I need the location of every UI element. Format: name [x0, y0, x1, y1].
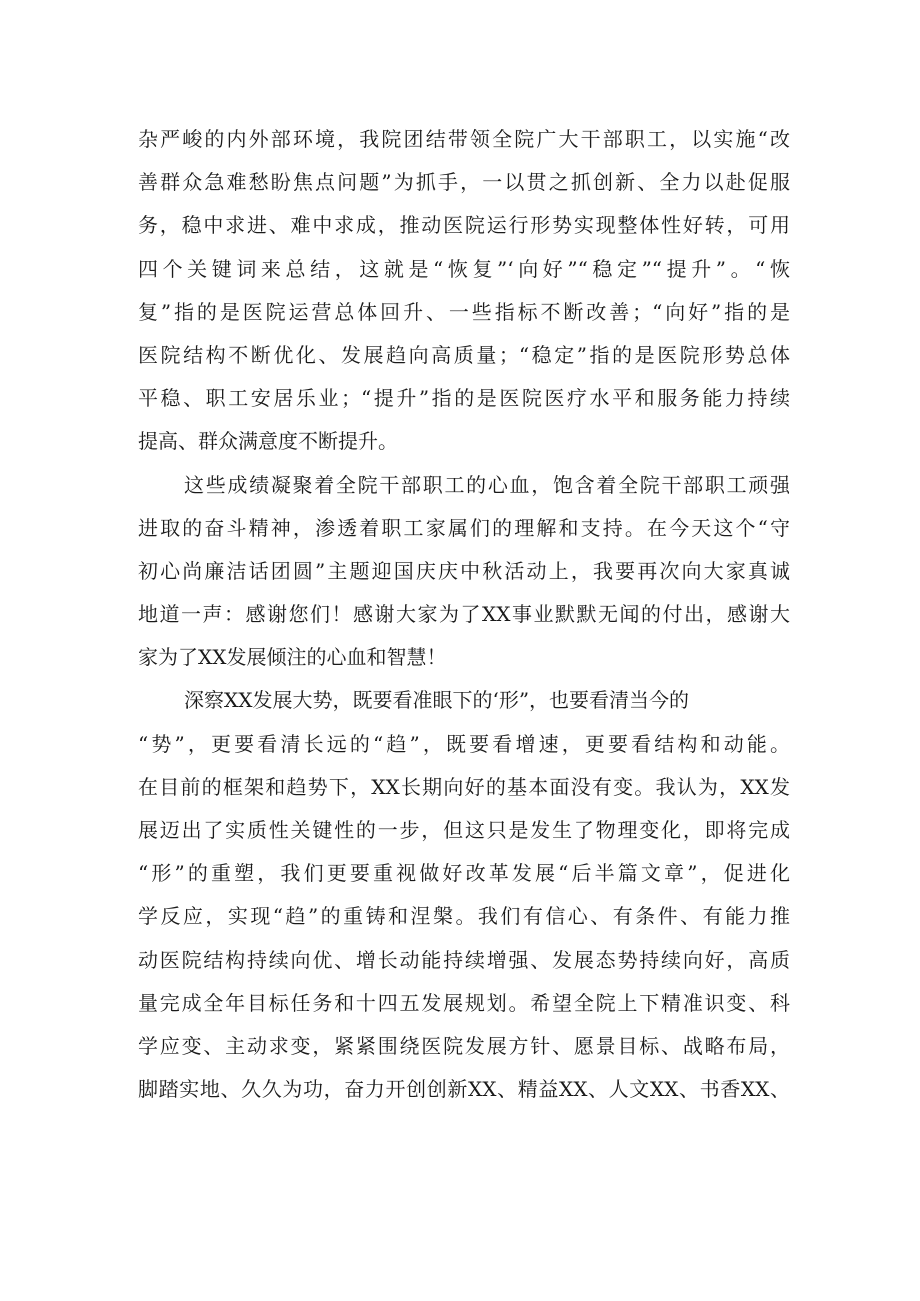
paragraph-line: “势”，更要看清长远的“趋”，既要看增速，更要看结构和动能。 [138, 731, 790, 756]
paragraph-line: “形”的重塑，我们更要重视做好改革发展“后半篇文章”，促进化 [138, 861, 790, 886]
paragraph-line: 杂严峻的内外部环境，我院团结带领全院广大干部职工，以实施“改 [138, 127, 790, 151]
paragraph-line: 复”指的是医院运营总体回升、一些指标不断改善；“向好”指的是 [138, 299, 790, 324]
paragraph-3 [138, 679, 790, 1111]
paragraph-line: 善群众急难愁盼焦点问题”为抓手，一以贯之抓创新、全力以赴促服 [138, 170, 790, 195]
paragraph-line: 深察XX发展大势，既要看准眼下的‘形”，也要看清当今的 [184, 688, 690, 713]
paragraph-1 [138, 118, 790, 464]
paragraph-line: 平稳、职工安居乐业；“提升”指的是医院医疗水平和服务能力持续 [138, 386, 790, 411]
paragraph-line: 进取的奋斗精神，渗透着职工家属们的理解和支持。在今天这个“守 [138, 515, 790, 540]
paragraph-line: 在目前的框架和趋势下，XX长期向好的基本面没有变。我认为，XX发 [138, 774, 790, 799]
paragraph-line: 这些成绩凝聚着全院干部职工的心血，饱含着全院干部职工顽强 [184, 472, 790, 497]
paragraph-line: 脚踏实地、久久为功，奋力开创创新XX、精益XX、人文XX、书香XX、 [138, 1077, 790, 1102]
paragraph-line: 量完成全年目标任务和十四五发展规划。希望全院上下精准识变、科 [138, 990, 790, 1015]
paragraph-line: 务，稳中求进、难中求成，推动医院运行形势实现整体性好转，可用 [138, 213, 790, 238]
paragraph-line: 家为了XX发展倾注的心血和智慧！ [138, 645, 447, 670]
paragraph-line: 医院结构不断优化、发展趋向高质量；“稳定”指的是医院形势总体 [138, 342, 790, 367]
paragraph-line: 地道一声：感谢您们！感谢大家为了XX事业默默无闻的付出，感谢大 [138, 602, 790, 627]
paragraph-line: 初心尚廉洁话团圆”主题迎国庆庆中秋活动上，我要再次向大家真诚 [138, 558, 790, 583]
paragraph-2 [138, 464, 790, 680]
paragraph-line: 展迈出了实质性关键性的一步，但这只是发生了物理变化，即将完成 [138, 818, 790, 842]
paragraph-line: 四个关键词来总结，这就是“恢复”‘向好”“稳定”“提升”。“恢 [138, 256, 790, 281]
paragraph-line: 学反应，实现“趋”的重铸和涅槃。我们有信心、有条件、有能力推 [138, 904, 790, 929]
body-text [138, 118, 790, 1111]
paragraph-line: 学应变、主动求变，紧紧围绕医院发展方针、愿景目标、战略布局， [138, 1033, 790, 1058]
paragraph-line: 提高、群众满意度不断提升。 [138, 429, 398, 454]
paragraph-line: 动医院结构持续向优、增长动能持续增强、发展态势持续向好，高质 [138, 947, 790, 972]
